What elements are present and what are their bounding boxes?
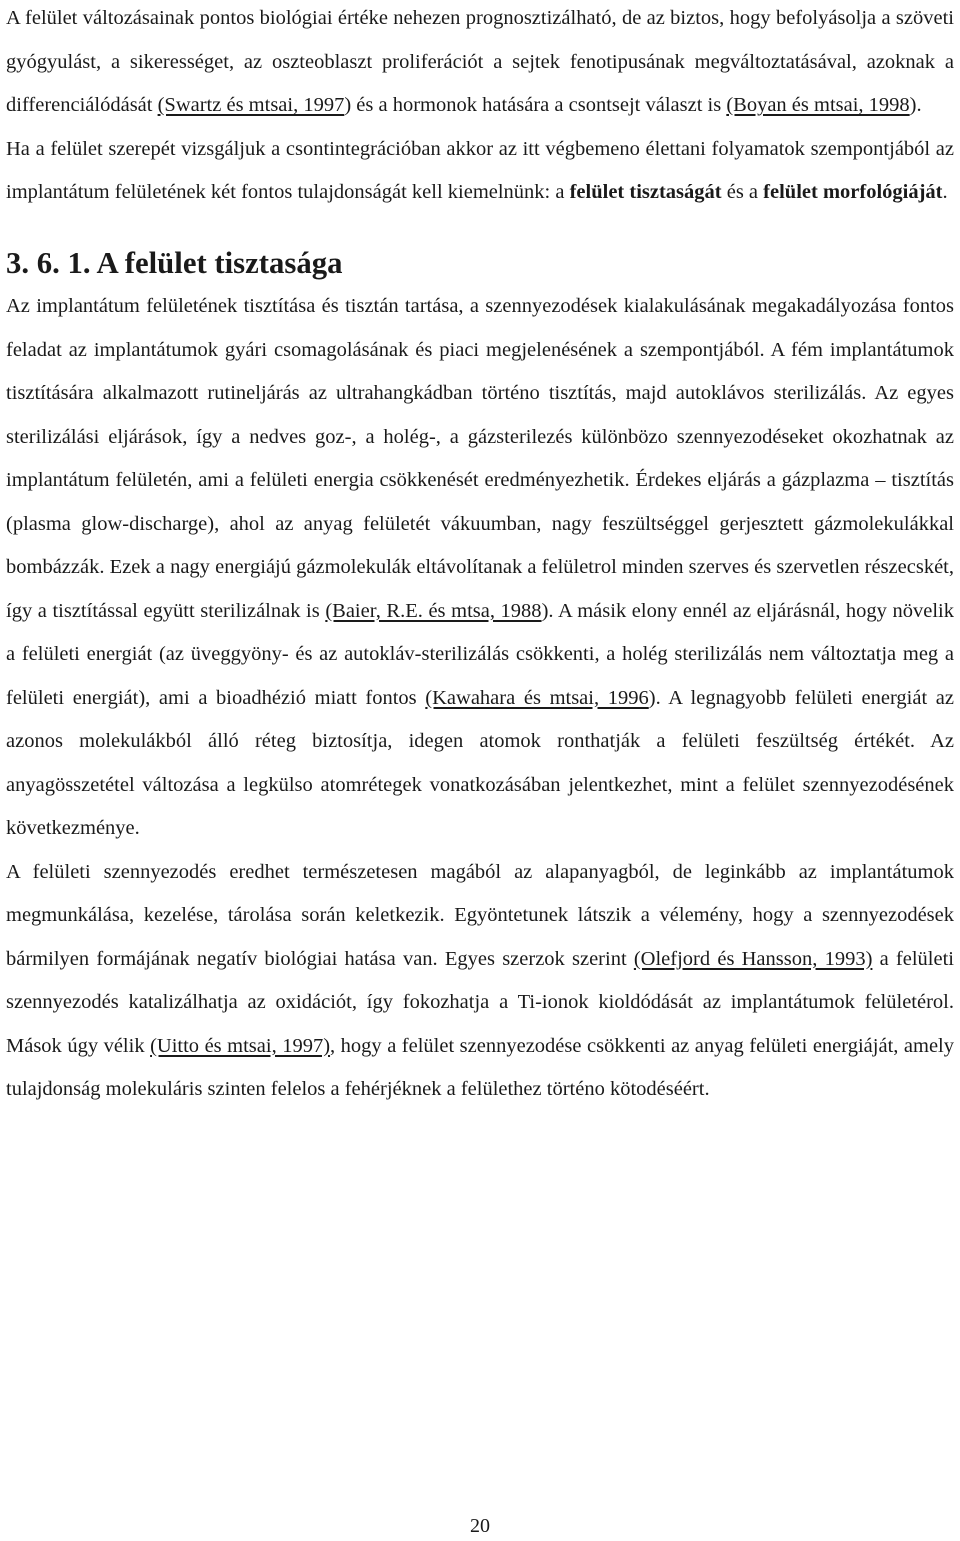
text-run: Ha a felület szerepét vizsgáljuk a csontintegrációban akkor az itt végbemeno élettani folyamatok szempontjából az implantátum felületének két fontos tulajdonságát kell kiemelnünk: a [6,137,954,203]
emphasis-surface-cleanliness: felület tisztaságát [569,181,722,203]
page-number: 20 [470,1515,490,1537]
text-run: , hogy a felület szennyezodése csökkenti az anyag felületi energiáját, amely tulajdonság molekuláris szinten felelos a fehérjéknek a felülethez történo kötodéséért. [6,1034,954,1100]
section-heading: 3. 6. 1. A felület tisztasága [6,245,343,280]
paragraph-contamination [6,851,954,1112]
text-run: Az implantátum felületének tisztítása és tisztán tartása, a szennyezodések kialakulásának megakadályozása fontos feladat az implantátumok gyári csomagolásának és piaci megjelenésének a szempontjából. A fém implantátumok tisztítására alkalmazott rutineljárás az ultrahangkádban történo tisztítás, majd autoklávos sterilizálás. Az egyes sterilizálási eljárások, így a nedves goz-, a holég-, a gázsterilezés különbözo szennyezodéseket okozhatnak az implantátum felületén, ami a felületi energia csökkenését eredményezhetik. Érdekes eljárás a gázplazma – tisztítás (plasma glow-discharge), ahol az anyag felületét vákuumban, nagy feszültséggel gerjesztett gázmolekulákkal bombázzák. Ezek a nagy energiájú gázmolekulák eltávolítanak a felületrol minden szerves és szervetlen részecskét, így a tisztítással együtt sterilizálnak is [6,295,954,622]
citation-baier: (Baier, R.E. és mtsa, 1988 [325,599,542,622]
citation-kawahara: (Kawahara és mtsai, 1996 [425,686,649,709]
citation-olefjord: (Olefjord és Hansson, 1993) [633,947,873,970]
text-run: ). A legnagyobb felületi energiát az azonos molekulákból álló réteg biztosítja, idegen atomok ronthatják a felületi feszültség értékét. Az anyagösszetétel változása a legkülso atomrétegek vonatkozásában jelentkezhet, mint a felület szennyezodésének következménye. [6,686,954,839]
text-run: A felület változásainak pontos biológiai értéke nehezen prognosztizálható, de az biztos, hogy befolyásolja a szöveti gyógyulást, a sikerességet, az oszteoblaszt proliferációt a sejtek fenotipusának megváltoztatásával, azoknak a differenciálódását [6,7,954,116]
text-run: ). [909,94,922,116]
citation-uitto: (Uitto és mtsai, 1997) [150,1034,331,1057]
text-run: ). A másik elony ennél az eljárásnál, hogy növelik a felületi energiát (az üveggyöny- és az autokláv-sterilizálás csökkenti, a holég sterilizálás nem változtatja meg a felületi energiát), ami a bioadhézió miatt fontos [6,599,955,709]
citation-swartz: (Swartz és mtsai, 1997 [157,94,345,116]
text-run: és a [721,181,764,203]
text-run: . [942,181,948,203]
emphasis-surface-morphology: felület morfológiáját [763,181,943,203]
paragraph-surface-properties [6,128,954,215]
paragraph-intro [6,0,954,128]
citation-boyan: (Boyan és mtsai, 1998 [726,94,910,116]
paragraph-cleaning [6,285,954,851]
text-run: ) és a hormonok hatására a csontsejt választ is [344,94,727,116]
text-run: A felületi szennyezodés eredhet természetesen magából az alapanyagból, de leginkább az implantátumok megmunkálása, kezelése, tárolása során keletkezik. Egyöntetunek látszik a vélemény, hogy a szennyezodések bármilyen formájának negatív biológiai hatása van. Egyes szerzok szerint [6,860,954,970]
document-page [6,0,954,1112]
text-run: a felületi szennyezodés katalizálhatja az oxidációt, így fokozhatja a Ti-ionok kioldódását az implantátumok felületérol. Mások úgy vélik [6,947,954,1057]
